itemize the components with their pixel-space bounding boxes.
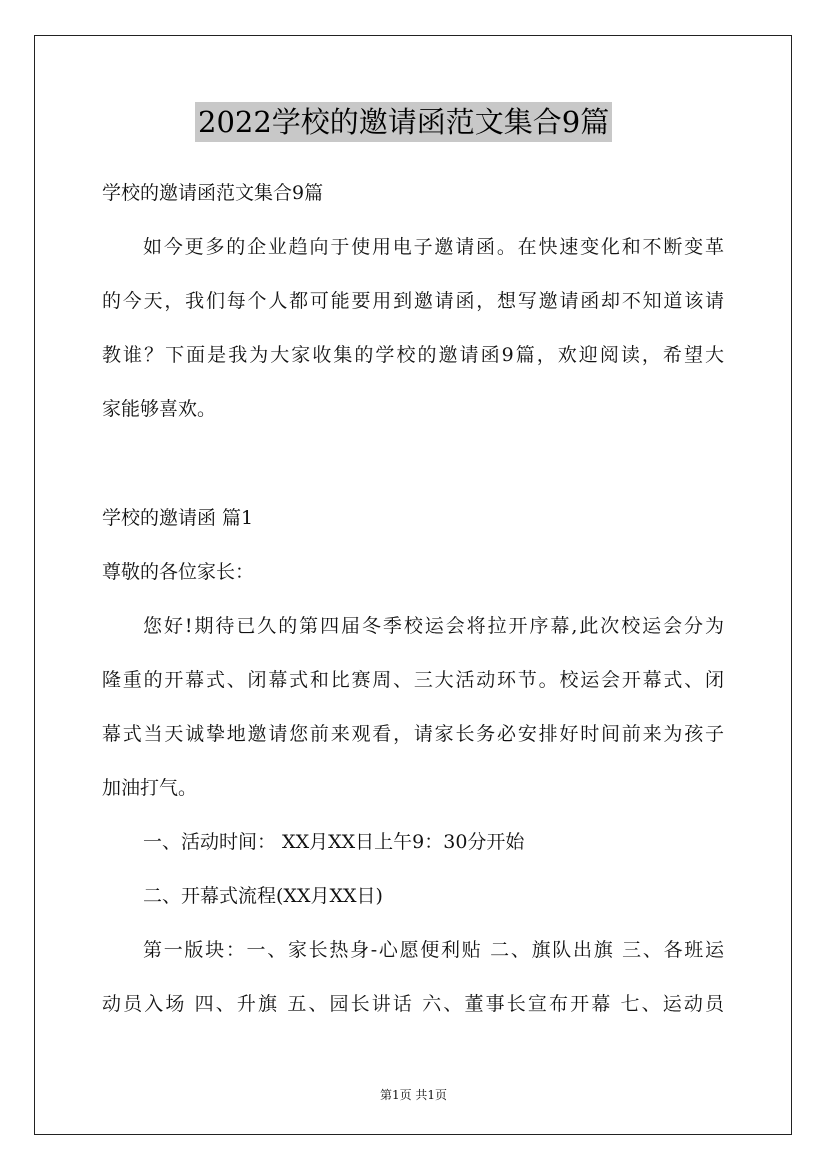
intro-line-4: 家能够喜欢。 [102,398,217,420]
document-subtitle: 学校的邀请函范文集合9篇 [102,182,324,204]
paragraph-line-2: 隆重的开幕式、闭幕式和比赛周、三大活动环节。校运会开幕式、闭 [102,669,724,691]
activity-time-item: 一、活动时间： XX月XX日上午9：30分开始 [143,831,525,853]
page-footer: 第1页 共1页 [379,1088,448,1102]
paragraph-line-1: 您好!期待已久的第四届冬季校运会将拉开序幕,此次校运会分为 [143,615,724,637]
paragraph-line-3: 幕式当天诚挚地邀请您前来观看，请家长务必安排好时间前来为孩子 [102,723,724,745]
block-line-1: 第一版块：一、家长热身-心愿便利贴 二、旗队出旗 三、各班运 [143,939,724,961]
intro-line-3: 教谁？下面是我为大家收集的学校的邀请函9篇，欢迎阅读，希望大 [102,344,724,366]
document-title: 2022学校的邀请函范文集合9篇 [195,102,612,142]
opening-ceremony-item: 二、开幕式流程(XX月XX日) [143,885,383,907]
paragraph-line-4: 加油打气。 [102,777,198,799]
block-line-2: 动员入场 四、升旗 五、园长讲话 六、董事长宣布开幕 七、运动员 [102,993,724,1015]
intro-line-1: 如今更多的企业趋向于使用电子邀请函。在快速变化和不断变革 [143,236,724,258]
salutation: 尊敬的各位家长： [102,561,255,583]
section-heading: 学校的邀请函 篇1 [102,507,254,529]
intro-line-2: 的今天，我们每个人都可能要用到邀请函，想写邀请函却不知道该请 [102,290,724,312]
